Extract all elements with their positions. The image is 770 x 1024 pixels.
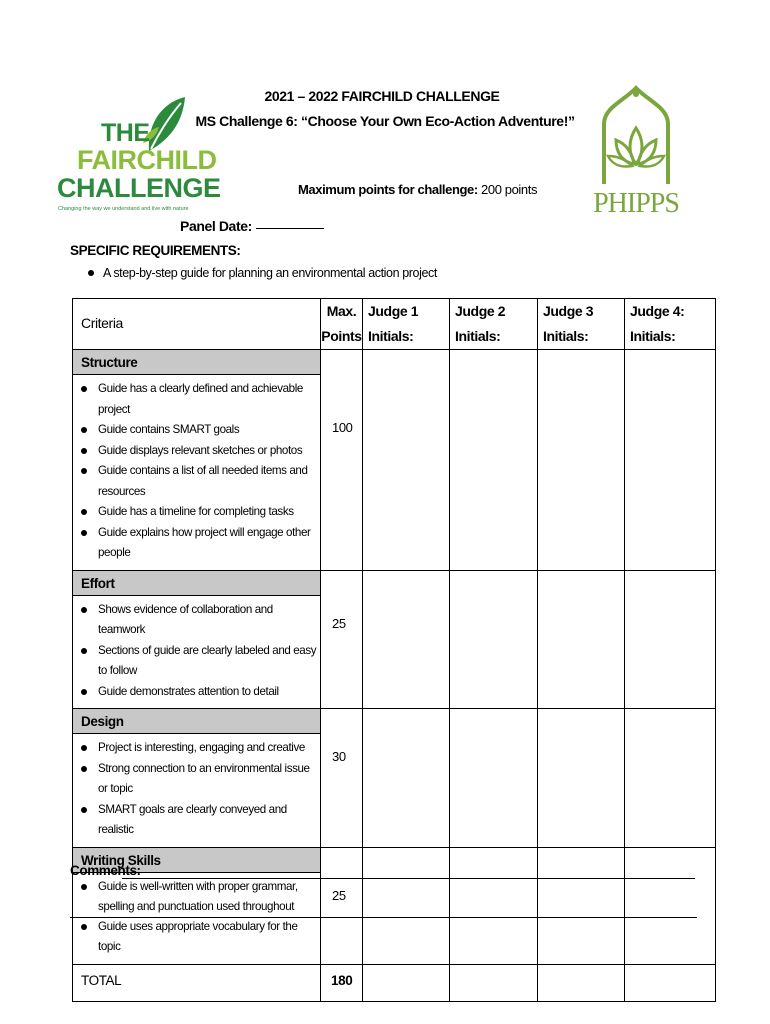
- judge-3-header: [538, 299, 625, 350]
- section-row-design: [73, 709, 716, 848]
- rubric-table: [72, 298, 716, 1002]
- panel-date: [180, 218, 324, 234]
- score-cell[interactable]: [538, 709, 625, 848]
- total-score-cell[interactable]: [363, 964, 450, 1001]
- criteria-cell: [73, 570, 321, 709]
- panel-date-label: Panel Date:: [180, 218, 252, 234]
- document-title: 2021 – 2022 FAIRCHILD CHALLENGE: [264, 88, 500, 104]
- list-item: Sections of guide are clearly labeled and easy to follow: [81, 641, 320, 682]
- requirement-text: A step-by-step guide for planning an environmental action project: [103, 266, 437, 280]
- score-cell[interactable]: [625, 847, 716, 964]
- section-points: 25: [321, 847, 363, 964]
- comments-line[interactable]: [122, 878, 695, 879]
- judge-3-label: Judge 3: [543, 303, 594, 319]
- list-item: SMART goals are clearly conveyed and realistic: [81, 800, 320, 841]
- score-cell[interactable]: [538, 350, 625, 571]
- list-item: Guide contains SMART goals: [81, 420, 320, 441]
- list-item: Guide contains a list of all needed items and resources: [81, 461, 320, 502]
- max-points-value: 200 points: [481, 182, 538, 197]
- total-points: 180: [321, 964, 363, 1001]
- score-cell[interactable]: [363, 709, 450, 848]
- judge-4-initials-label: Initials:: [630, 328, 676, 344]
- max-points-line: [298, 182, 537, 197]
- score-cell[interactable]: [363, 350, 450, 571]
- list-item: Guide uses appropriate vocabulary for the topic: [81, 917, 320, 958]
- criteria-cell: [73, 709, 321, 848]
- judge-1-initials-label: Initials:: [368, 328, 414, 344]
- criteria-header: Criteria: [73, 299, 321, 350]
- judge-4-header: [625, 299, 716, 350]
- list-item: Shows evidence of collaboration and teamwork: [81, 600, 320, 641]
- list-item: Project is interesting, engaging and creative: [81, 738, 320, 759]
- judge-2-header: [450, 299, 538, 350]
- section-title: Structure: [73, 350, 320, 375]
- list-item: Guide explains how project will engage other people: [81, 523, 320, 564]
- total-row: [73, 964, 716, 1001]
- score-cell[interactable]: [625, 350, 716, 571]
- score-cell[interactable]: [625, 570, 716, 709]
- criteria-list: [73, 375, 320, 570]
- judge-2-label: Judge 2: [455, 303, 506, 319]
- max-points-header: [321, 299, 363, 350]
- score-cell[interactable]: [450, 570, 538, 709]
- comments-line[interactable]: [70, 917, 697, 918]
- criteria-cell: [73, 350, 321, 571]
- judge-2-initials-label: Initials:: [455, 328, 501, 344]
- list-item: Guide is well-written with proper grammar, spelling and punctuation used throughout: [81, 877, 320, 917]
- logo-text-fairchild: FAIRCHILD: [77, 145, 217, 175]
- list-item: Guide demonstrates attention to detail: [81, 682, 320, 703]
- total-score-cell[interactable]: [538, 964, 625, 1001]
- score-cell[interactable]: [363, 847, 450, 964]
- judge-4-label: Judge 4:: [630, 303, 685, 319]
- section-row-writing-skills: [73, 847, 716, 964]
- judge-1-header: [363, 299, 450, 350]
- max-header-line1: Max.: [326, 303, 357, 319]
- section-row-structure: [73, 350, 716, 571]
- list-item: Guide has a timeline for completing tasks: [81, 502, 320, 523]
- section-title: Effort: [73, 571, 320, 596]
- score-cell[interactable]: [450, 847, 538, 964]
- comments-label: Comments:: [70, 863, 141, 878]
- list-item: Strong connection to an environmental issue or topic: [81, 759, 320, 800]
- section-points: 30: [321, 709, 363, 848]
- logo-text-the: THE: [101, 119, 150, 147]
- total-score-cell[interactable]: [450, 964, 538, 1001]
- section-title: Design: [73, 709, 320, 734]
- score-cell[interactable]: [450, 350, 538, 571]
- judge-1-label: Judge 1: [368, 303, 419, 319]
- section-points: 100: [321, 350, 363, 571]
- logo-text-challenge: CHALLENGE: [57, 173, 221, 203]
- total-label: TOTAL: [73, 964, 321, 1001]
- criteria-list: [73, 734, 320, 847]
- score-cell[interactable]: [538, 847, 625, 964]
- phipps-wordmark: PHIPPS: [593, 188, 679, 219]
- panel-date-blank: [256, 228, 324, 229]
- logo-tagline: Changing the way we understand and live with nature: [58, 206, 189, 212]
- requirement-item: [88, 266, 437, 280]
- requirements-heading: SPECIFIC REQUIREMENTS:: [70, 243, 241, 258]
- bullet-icon: [88, 270, 94, 276]
- section-points: 25: [321, 570, 363, 709]
- total-score-cell[interactable]: [625, 964, 716, 1001]
- criteria-list: [73, 596, 320, 709]
- max-header-line2: Points: [321, 328, 362, 344]
- section-row-effort: [73, 570, 716, 709]
- score-cell[interactable]: [625, 709, 716, 848]
- score-cell[interactable]: [363, 570, 450, 709]
- document-subtitle: MS Challenge 6: “Choose Your Own Eco-Action Adventure!”: [195, 113, 575, 129]
- judge-3-initials-label: Initials:: [543, 328, 589, 344]
- section-title: Writing Skills: [73, 848, 320, 873]
- criteria-list: [73, 873, 320, 964]
- max-points-label: Maximum points for challenge:: [298, 182, 478, 197]
- score-cell[interactable]: [538, 570, 625, 709]
- list-item: Guide displays relevant sketches or photos: [81, 441, 320, 462]
- phipps-logo: [592, 84, 680, 224]
- list-item: Guide has a clearly defined and achievable project: [81, 379, 320, 420]
- score-cell[interactable]: [450, 709, 538, 848]
- table-header-row: [73, 299, 716, 350]
